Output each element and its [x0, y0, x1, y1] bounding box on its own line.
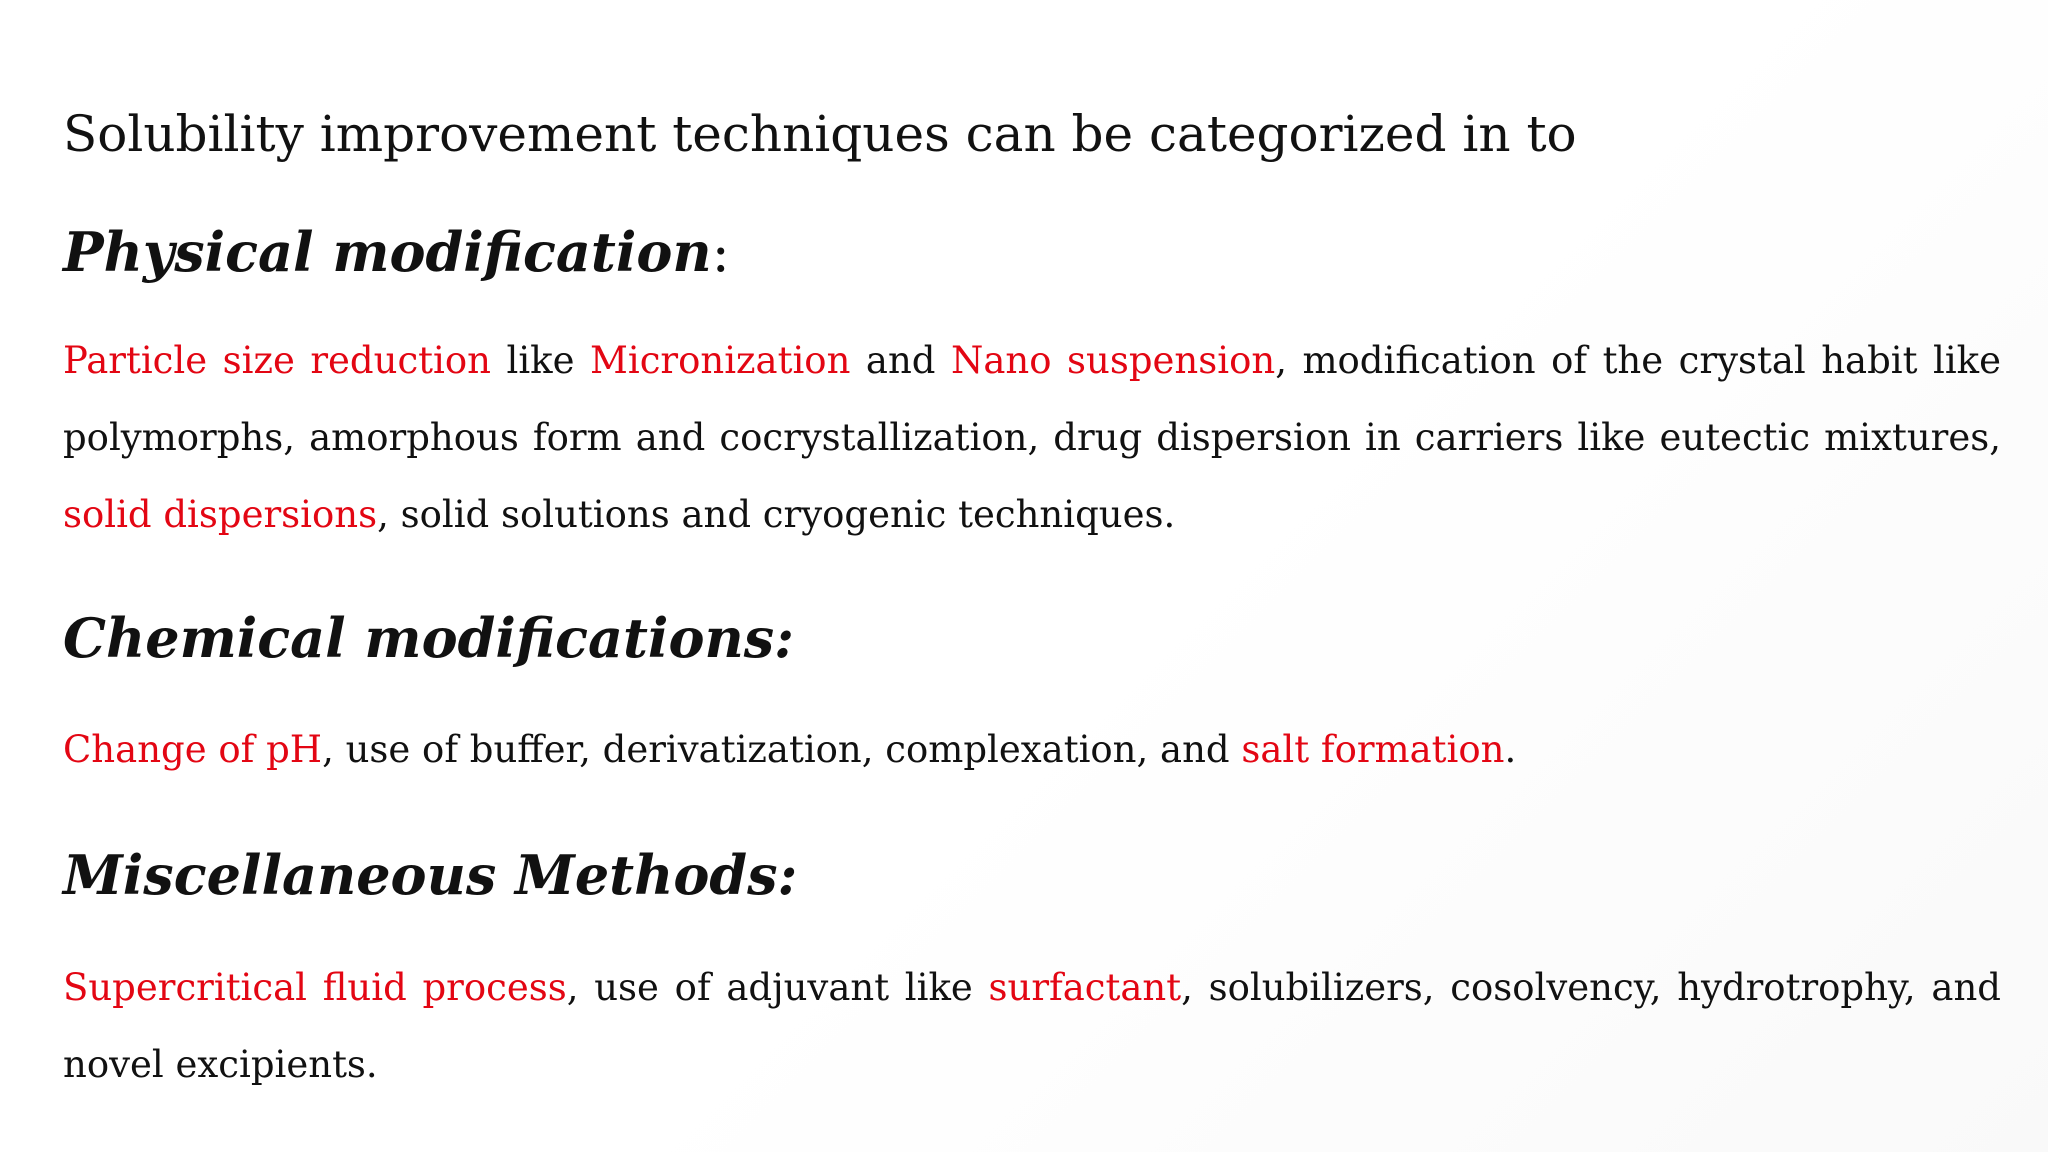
segment-supercritical-fluid-process: Supercritical fluid process — [63, 965, 567, 1009]
segment-particle-size-reduction: Particle size reduction — [63, 339, 491, 383]
segment-solid-dispersions: solid dispersions — [63, 493, 378, 537]
segment-text: , solubilizers, cosolvency, hydrotrophy, and novel excipients. — [63, 965, 2001, 1086]
segment-text: , use of buffer, derivatization, complexation, and — [322, 728, 1242, 772]
segment-change-of-ph: Change of pH — [63, 728, 323, 772]
segment-text: like — [490, 339, 590, 383]
segment-text: , use of adjuvant like — [566, 965, 989, 1009]
segment-text: and — [850, 339, 951, 383]
misc-paragraph — [63, 949, 2001, 1103]
heading-physical-modification — [63, 217, 2001, 288]
segment-text: , modification of the crystal habit like polymorphs, amorphous form and cocrystallization, drug dispersion in carriers like eutectic mixtures, — [63, 339, 2001, 460]
heading-physical-label: Physical modification — [63, 220, 712, 284]
segment-text: . — [1504, 728, 1517, 772]
heading-physical-colon: : — [711, 221, 730, 284]
segment-surfactant: surfactant — [988, 965, 1182, 1009]
segment-salt-formation: salt formation — [1241, 728, 1505, 772]
segment-nano-suspension: Nano suspension — [951, 339, 1276, 383]
segment-micronization: Micronization — [589, 339, 851, 383]
physical-paragraph — [63, 322, 2001, 553]
intro-text: Solubility improvement techniques can be categorized in to — [63, 105, 1577, 163]
heading-miscellaneous-methods: Miscellaneous Methods: — [63, 843, 798, 908]
chemical-paragraph — [63, 711, 2001, 788]
slide-content — [63, 90, 2001, 1103]
segment-text: , solid solutions and cryogenic techniques. — [377, 493, 1176, 537]
heading-chemical-modifications: Chemical modifications: — [63, 606, 795, 671]
